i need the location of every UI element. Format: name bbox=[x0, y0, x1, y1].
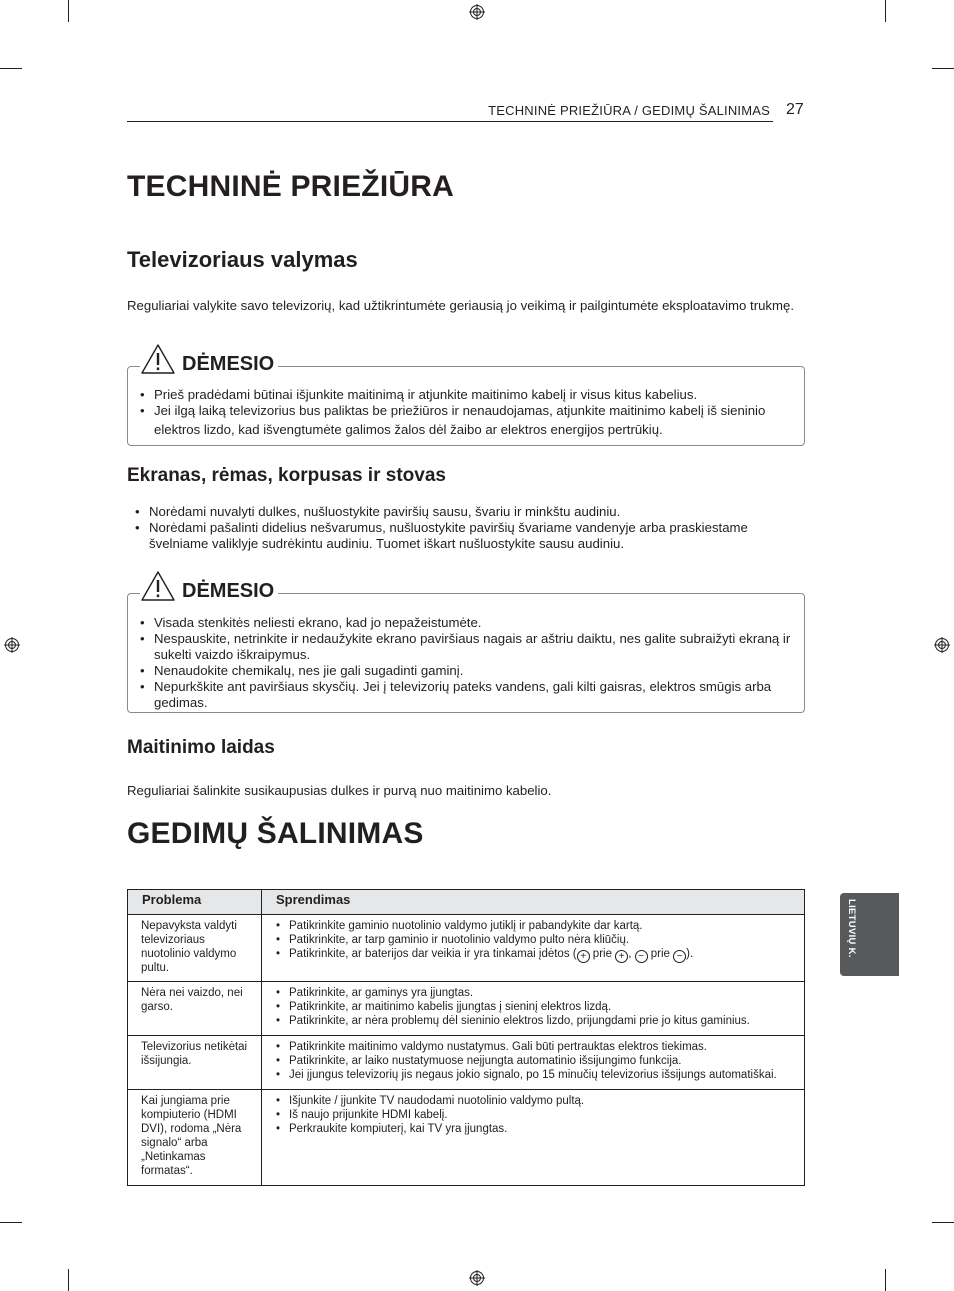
header-rule bbox=[127, 121, 773, 122]
page-number: 27 bbox=[786, 101, 804, 118]
table-row bbox=[128, 1036, 805, 1090]
caution-title: DĖMESIO bbox=[182, 580, 275, 602]
list-item: • Nepurkškite ant paviršiaus skysčių. Jei į televizorių pateks vandens, gali kilti gaisras, elektros smūgis arba gedimas. bbox=[140, 679, 795, 711]
solution-item: • Patikrinkite gaminio nuotolinio valdymo jutiklį ir pabandykite dar kartą. bbox=[276, 919, 796, 933]
minus-terminal-icon: − bbox=[635, 950, 648, 963]
solution-text: ). bbox=[686, 948, 694, 960]
list-item: • Nenaudokite chemikalų, nes jie gali sugadinti gaminį. bbox=[140, 663, 795, 679]
caution-list bbox=[140, 615, 795, 711]
crop-mark bbox=[932, 68, 954, 69]
troubleshooting-title: GEDIMŲ ŠALINIMAS bbox=[127, 817, 424, 850]
section-title-cleaning: Televizoriaus valymas bbox=[127, 247, 358, 272]
table-header-row bbox=[128, 890, 805, 915]
table-row bbox=[128, 1090, 805, 1186]
solution-item: • Patikrinkite, ar maitinimo kabelis įjungtas į sieninį elektros lizdą. bbox=[276, 1000, 796, 1014]
list-item: • Norėdami nuvalyti dulkes, nušluostykite paviršių sausu, švariu ir minkštu audiniu. bbox=[135, 504, 805, 520]
troubleshooting-table bbox=[127, 889, 805, 1186]
solution-item: • Iš naujo prijunkite HDMI kabelį. bbox=[276, 1108, 796, 1122]
solution-item: • Patikrinkite, ar nėra problemų dėl sieninio elektros lizdo, prijungdami prie jo kitus gaminius. bbox=[276, 1014, 796, 1028]
language-tab-label: LIETUVIŲ K. bbox=[846, 899, 857, 958]
problem-cell: Nepavyksta valdyti televizoriaus nuotolinio valdymo pultu. bbox=[128, 915, 262, 982]
running-header: TECHNINĖ PRIEŽIŪRA / GEDIMŲ ŠALINIMAS bbox=[488, 103, 770, 118]
caution-box bbox=[127, 353, 805, 446]
solution-text: , bbox=[628, 948, 635, 960]
registration-mark-icon bbox=[4, 637, 20, 653]
column-header-solution: Sprendimas bbox=[262, 890, 805, 915]
plus-terminal-icon: + bbox=[615, 950, 628, 963]
solution-item: • Išjunkite / įjunkite TV naudodami nuotolinio valdymo pultą. bbox=[276, 1094, 796, 1108]
caution-box bbox=[127, 580, 805, 713]
registration-mark-icon bbox=[469, 4, 485, 20]
power-cord-text: Reguliariai šalinkite susikaupusias dulkes ir purvą nuo maitinimo kabelio. bbox=[127, 783, 552, 798]
solution-item: • Perkraukite kompiuterį, kai TV yra įjungtas. bbox=[276, 1122, 796, 1136]
solution-text: prie bbox=[647, 948, 674, 960]
table-row bbox=[128, 982, 805, 1036]
plus-terminal-icon: + bbox=[577, 950, 590, 963]
list-item: • Norėdami pašalinti didelius nešvarumus, nušluostykite paviršių švariame vandenyje arba praskiestame švelniame valiklyje sudrėkintu audiniu. Tuomet iškart nušluostykite sausu audiniu. bbox=[135, 520, 805, 552]
caution-header bbox=[140, 570, 278, 602]
crop-mark bbox=[932, 1222, 954, 1223]
cleaning-intro: Reguliariai valykite savo televizorių, kad užtikrintumėte geriausią jo veikimą ir pailgintumėte eksploatavimo trukmę. bbox=[127, 298, 794, 313]
solution-item: • Patikrinkite, ar laiko nustatymuose neįjungta automatinio išsijungimo funkcija. bbox=[276, 1054, 796, 1068]
screen-list bbox=[135, 504, 805, 552]
solution-item: • Patikrinkite, ar gaminys yra įjungtas. bbox=[276, 986, 796, 1000]
solution-cell bbox=[262, 1036, 805, 1090]
solution-item: • Patikrinkite maitinimo valdymo nustatymus. Gali būti pertrauktas elektros tiekimas. bbox=[276, 1040, 796, 1054]
registration-mark-icon bbox=[934, 637, 950, 653]
solution-text: Patikrinkite, ar baterijos dar veikia ir yra tinkamai įdėtos ( bbox=[289, 948, 577, 960]
solution-cell bbox=[262, 915, 805, 982]
caution-header bbox=[140, 343, 278, 375]
list-item: • Jei ilgą laiką televizorius bus paliktas be priežiūros ir nenaudojamas, atjunkite maitinimo kabelį iš sieninio elektros lizdo, kad išvengtumėte galimos žalos dėl žaibo ar elektros energijos pertrūkių. bbox=[140, 401, 790, 439]
list-item: • Visada stenkitės neliesti ekrano, kad jo nepažeistumėte. bbox=[140, 615, 795, 631]
problem-cell: Kai jungiama prie kompiuterio (HDMI DVI), rodoma „Nėra signalo“ arba „Netinkamas formatas“. bbox=[128, 1090, 262, 1186]
column-header-problem: Problema bbox=[128, 890, 262, 915]
solution-text: prie bbox=[589, 948, 616, 960]
problem-cell: Televizorius netikėtai išsijungia. bbox=[128, 1036, 262, 1090]
crop-mark bbox=[0, 1222, 22, 1223]
crop-mark bbox=[885, 0, 886, 22]
warning-triangle-icon bbox=[140, 343, 176, 375]
crop-mark bbox=[68, 1269, 69, 1291]
solution-item: • Jei įjungus televizorių jis negaus jokio signalo, po 15 minučių televizorius išsijungs automatiškai. bbox=[276, 1068, 796, 1082]
crop-mark bbox=[0, 68, 22, 69]
warning-triangle-icon bbox=[140, 570, 176, 602]
registration-mark-icon bbox=[469, 1270, 485, 1286]
crop-mark bbox=[68, 0, 69, 22]
list-item: • Prieš pradėdami būtinai išjunkite maitinimą ir atjunkite maitinimo kabelį ir visus kitus kabelius. bbox=[140, 387, 790, 403]
caution-title: DĖMESIO bbox=[182, 353, 275, 375]
solution-cell bbox=[262, 1090, 805, 1186]
problem-cell: Nėra nei vaizdo, nei garso. bbox=[128, 982, 262, 1036]
list-item: • Nespauskite, netrinkite ir nedaužykite ekrano paviršiaus nagais ar aštriu daiktu, nes galite subraižyti ekraną ir sukelti vaizdo iškraipymus. bbox=[140, 631, 795, 663]
solution-cell bbox=[262, 982, 805, 1036]
section-title-screen: Ekranas, rėmas, korpusas ir stovas bbox=[127, 465, 446, 486]
solution-item: • Patikrinkite, ar tarp gaminio ir nuotolinio valdymo pulto nėra kliūčių. bbox=[276, 933, 796, 947]
section-title-power-cord: Maitinimo laidas bbox=[127, 737, 275, 758]
crop-mark bbox=[885, 1269, 886, 1291]
solution-item bbox=[276, 947, 796, 963]
caution-list bbox=[140, 387, 790, 439]
minus-terminal-icon: − bbox=[673, 950, 686, 963]
page-title: TECHNINĖ PRIEŽIŪRA bbox=[127, 170, 454, 203]
table-row bbox=[128, 915, 805, 982]
